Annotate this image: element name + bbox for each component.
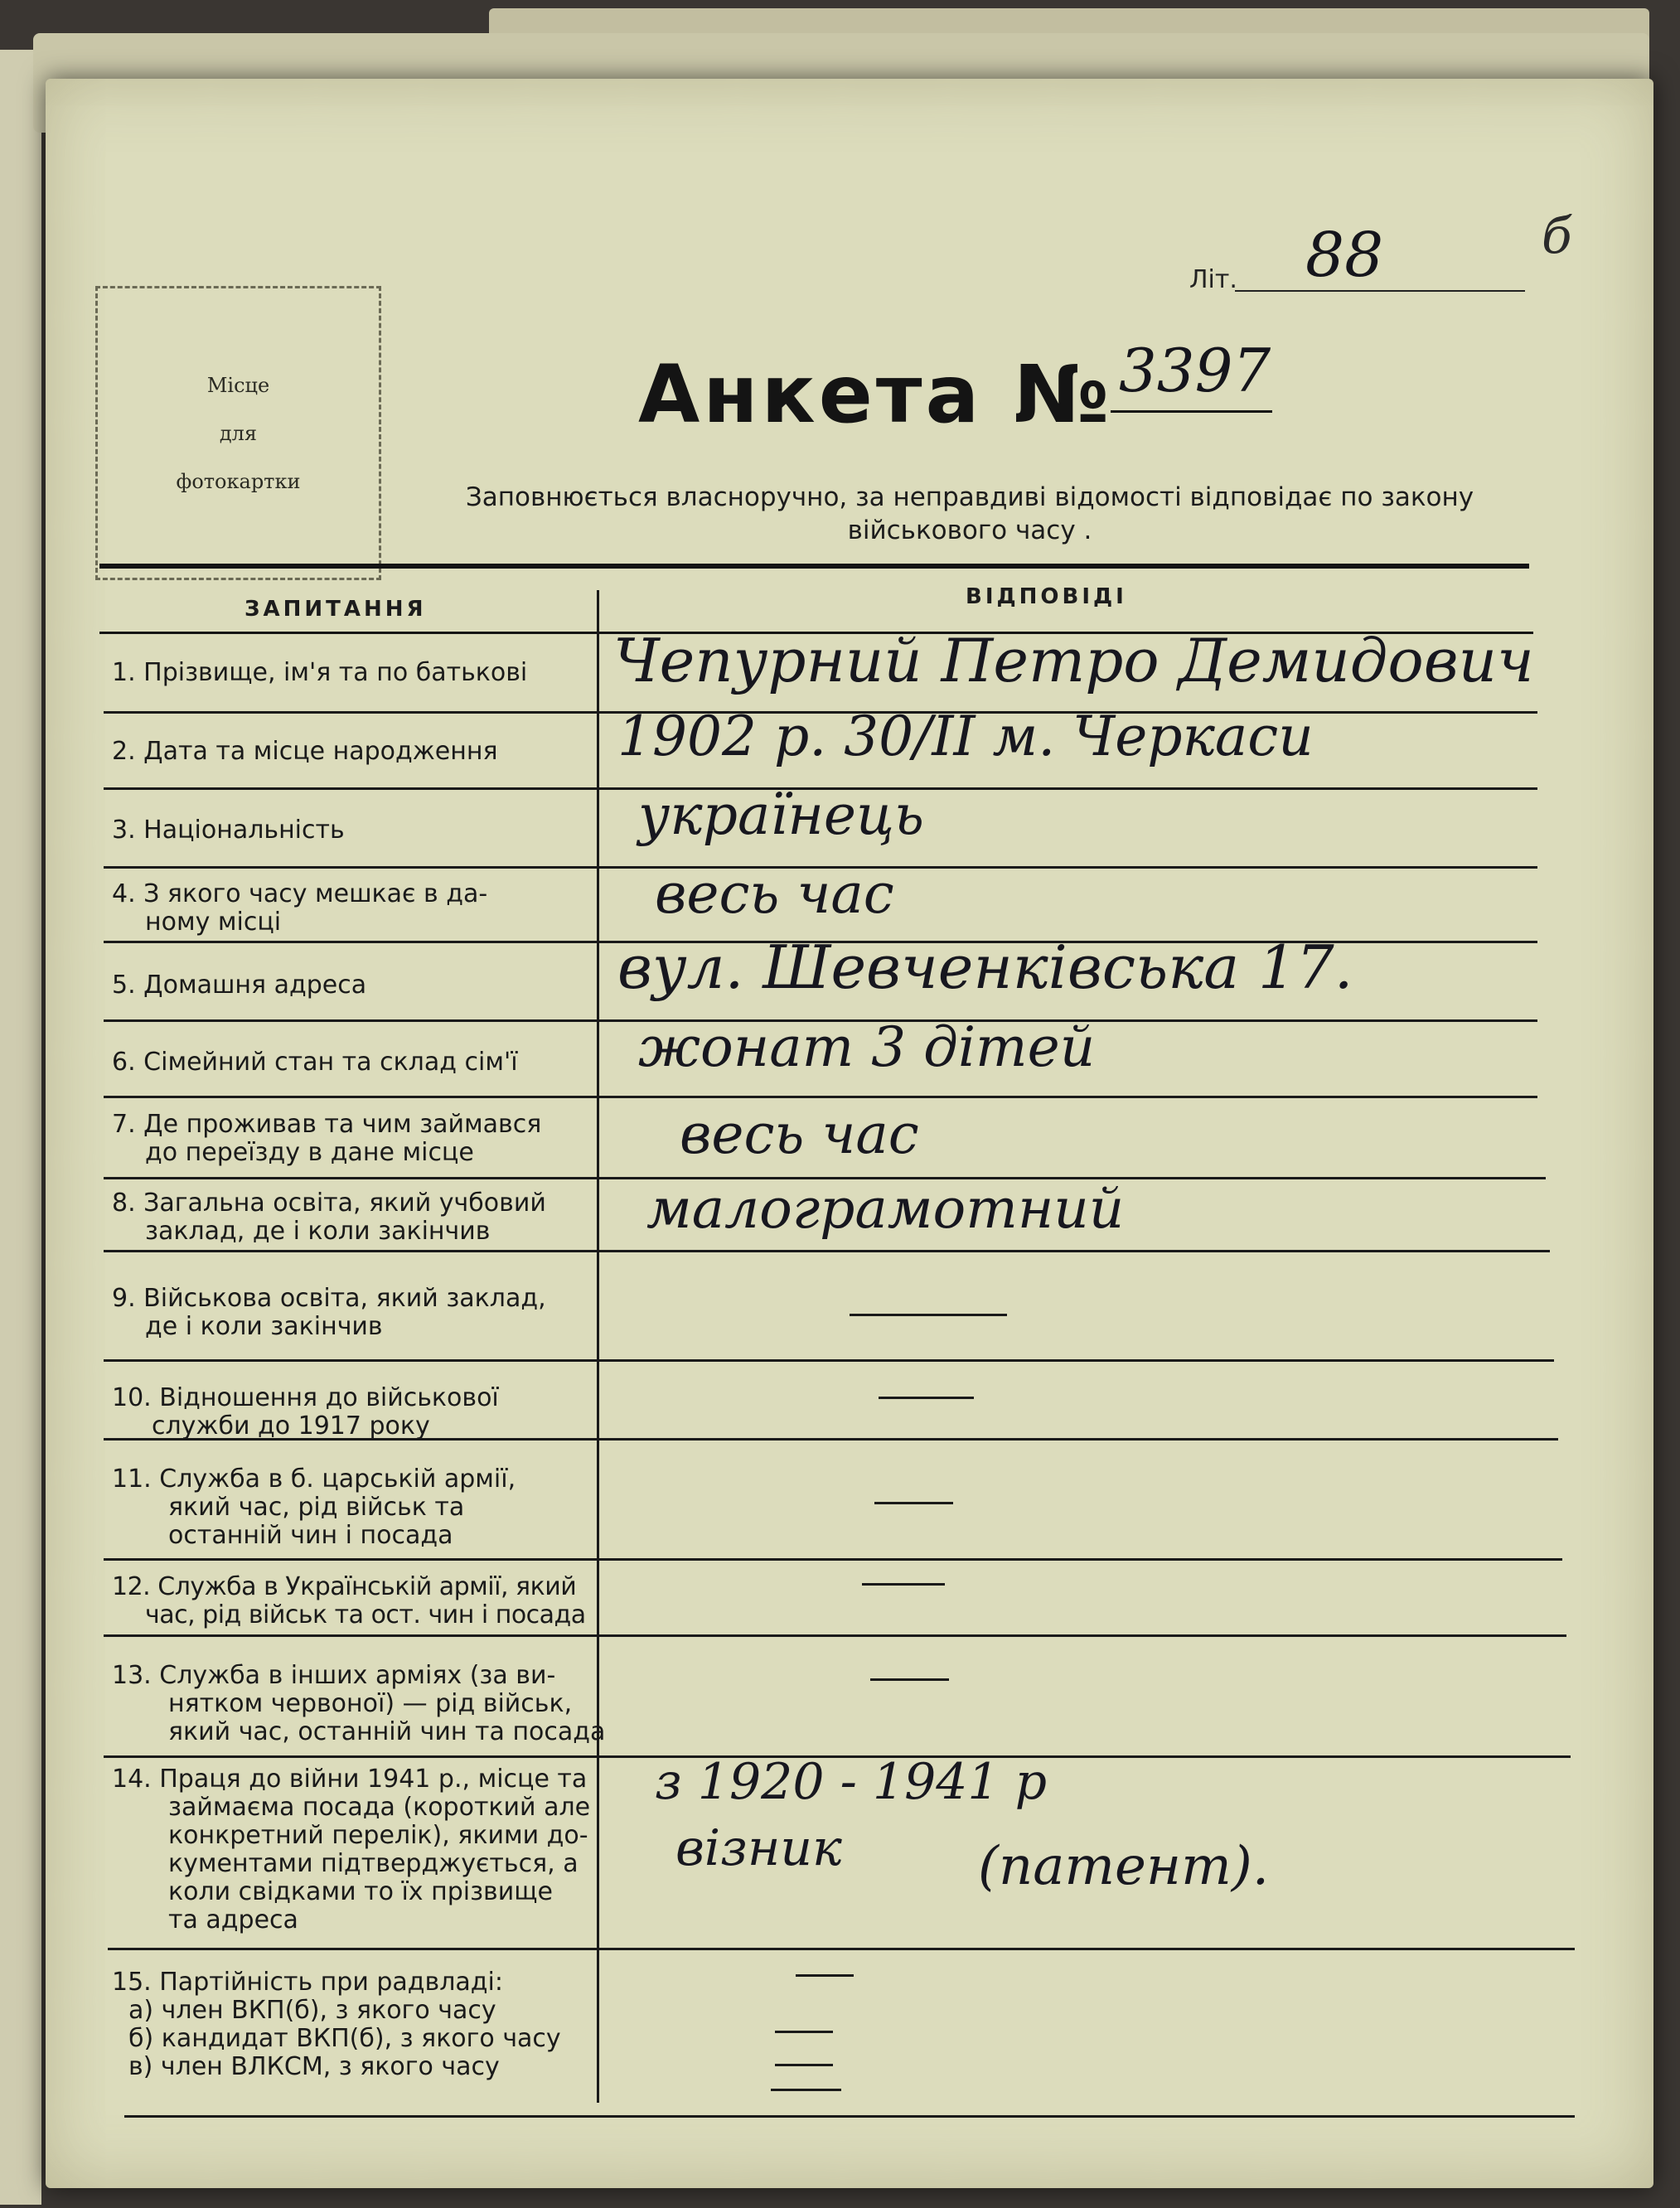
question-7 (112, 1111, 541, 1167)
question-13-line-3: який час, останній чин та посада (168, 1717, 606, 1746)
question-10-line-1: 10. Відношення до військової (112, 1383, 499, 1412)
question-8-line-2: заклад, де і коли закінчив (145, 1217, 491, 1246)
header-rule (99, 564, 1529, 569)
row-divider (104, 1096, 1537, 1098)
question-11 (112, 1465, 516, 1550)
question-2-line: 2. Дата та місце народження (112, 737, 498, 766)
answer-14-document: (патент). (978, 1836, 1270, 1897)
form-number: 3397 (1119, 336, 1271, 405)
table-bottom-rule (124, 2115, 1575, 2118)
question-11-line-2: який час, рід військ та (168, 1493, 465, 1522)
question-5 (112, 971, 366, 1000)
answer-8: малограмотний (646, 1177, 1125, 1241)
photo-label-1: Місце (206, 373, 270, 397)
answer-15-dash-1 (796, 1974, 854, 1977)
row-divider (104, 1438, 1558, 1441)
answer-5: вул. Шевченківська 17. (617, 932, 1353, 1002)
answer-15-dash-2 (775, 2031, 833, 2033)
question-14-line-1: 14. Праця до війни 1941 р., місце та (112, 1765, 588, 1794)
row-divider (104, 1359, 1554, 1362)
form-number-underline (1111, 410, 1272, 413)
answer-15-dash-3 (775, 2064, 833, 2066)
answer-9-dash (850, 1314, 1007, 1316)
question-13 (112, 1662, 605, 1746)
question-12 (112, 1573, 586, 1629)
row-divider (108, 1948, 1575, 1950)
question-2 (112, 738, 498, 766)
column-header-questions: ЗАПИТАННЯ (244, 597, 427, 622)
underlying-sheet-left (0, 50, 41, 2205)
question-6-line: 6. Сімейний стан та склад сім'ї (112, 1048, 518, 1077)
question-13-line-2: нятком червоної) — рід військ, (168, 1689, 573, 1718)
photo-label-2: для (219, 421, 258, 445)
question-15 (112, 1968, 561, 2081)
form-subtitle: Заповнюється власноручно, за неправдиві відомості відповідає по закону військового часу . (465, 482, 1474, 545)
question-5-line: 5. Домашня адреса (112, 971, 367, 1000)
row-divider (104, 1558, 1562, 1561)
photo-label-3: фотокартки (176, 469, 301, 493)
question-15-line-4: в) член ВЛКСМ, з якого часу (128, 2052, 500, 2081)
answer-15-dash-4 (771, 2089, 841, 2091)
question-15-line-1: 15. Партійність при радвладі: (112, 1968, 503, 1997)
question-3-line: 3. Національність (112, 816, 345, 845)
question-8-line-1: 8. Загальна освіта, який учбовий (112, 1189, 546, 1218)
answer-10-dash (879, 1397, 974, 1399)
question-6 (112, 1048, 518, 1077)
question-9 (112, 1285, 546, 1341)
question-4-line-1: 4. З якого часу мешкає в да- (112, 879, 488, 908)
question-13-line-1: 13. Служба в інших арміях (за ви- (112, 1661, 556, 1690)
question-14-line-2: займаєма посада (короткий але (168, 1793, 591, 1822)
question-3 (112, 816, 345, 845)
question-11-line-1: 11. Служба в б. царській армії, (112, 1465, 516, 1494)
question-9-line-2: де і коли закінчив (145, 1312, 383, 1341)
question-15-line-2: а) член ВКП(б), з якого часу (128, 1996, 496, 2025)
question-10-line-2: служби до 1917 року (152, 1411, 430, 1441)
answer-7: весь час (680, 1102, 919, 1166)
answer-4: весь час (655, 862, 894, 926)
answer-12-dash (862, 1583, 945, 1586)
row-divider (104, 1250, 1550, 1252)
lit-value: 88 (1305, 220, 1384, 291)
lit-label-text: Літ. (1189, 265, 1237, 294)
answer-13-dash (870, 1678, 949, 1681)
question-14-line-3: конкретний перелік), якими до- (168, 1821, 588, 1850)
question-14 (112, 1765, 590, 1934)
question-4 (112, 880, 487, 937)
question-1 (112, 659, 527, 687)
question-12-line-1: 12. Служба в Українській армії, який (112, 1572, 577, 1601)
answer-6: жонат 3 дітей (638, 1015, 1096, 1079)
question-11-line-3: останній чин і посада (168, 1521, 453, 1550)
question-10 (112, 1384, 499, 1441)
column-divider (597, 590, 599, 2103)
answer-11-dash (874, 1502, 953, 1504)
question-14-line-6: та адреса (168, 1905, 298, 1934)
question-14-line-4: кументами підтверджується, а (168, 1849, 579, 1878)
question-8 (112, 1189, 546, 1246)
form-title: Анкета № (638, 348, 1113, 441)
photo-placeholder (95, 286, 381, 580)
row-divider (104, 1634, 1566, 1637)
question-15-line-3: б) кандидат ВКП(б), з якого часу (128, 2024, 561, 2053)
question-14-line-5: коли свідками то їх прізвище (168, 1877, 553, 1906)
answer-1: Чепурний Петро Демидович (613, 626, 1534, 695)
answer-14-period: з 1920 - 1941 р (655, 1753, 1048, 1811)
question-7-line-2: до переїзду в дане місце (145, 1138, 474, 1167)
answer-2: 1902 р. 30/ІІ м. Черкаси (617, 705, 1314, 768)
question-7-line-1: 7. Де проживав та чим займався (112, 1110, 542, 1139)
answer-14-occupation: візник (675, 1819, 842, 1877)
corner-mark: б (1542, 207, 1572, 265)
question-9-line-1: 9. Військова освіта, який заклад, (112, 1284, 546, 1313)
answer-3: українець (638, 783, 924, 847)
question-4-line-2: ному місці (145, 908, 282, 937)
question-12-line-2: час, рід військ та ост. чин і посада (145, 1600, 586, 1629)
question-1-line: 1. Прізвище, ім'я та по батькові (112, 658, 528, 687)
column-header-answers: ВІДПОВІДІ (966, 584, 1127, 609)
